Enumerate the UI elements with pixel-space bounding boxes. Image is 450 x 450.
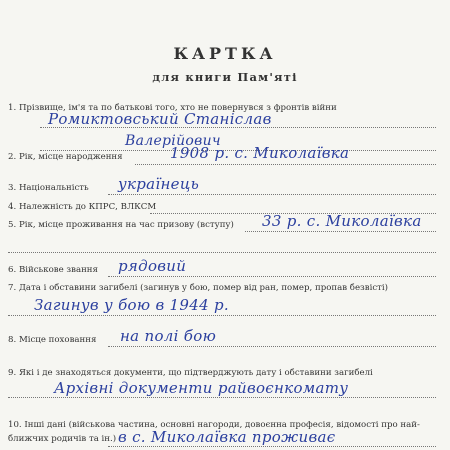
- field-1-underline: [40, 127, 436, 128]
- field-9-value: Архівні документи райвоєнкомату: [54, 379, 349, 397]
- field-5-label: 5. Рік, місце проживання на час призову (вступу): [8, 220, 234, 230]
- field-10-label-line2: ближчих родичів та ін.): [8, 434, 117, 444]
- field-8-underline: [108, 346, 436, 347]
- field-2-underline: [135, 164, 436, 165]
- card-subtitle: для книги Пам'яті: [152, 70, 298, 84]
- field-1-label: 1. Прізвище, ім'я та по батькові того, хто не повернувся з фронтів війни: [8, 103, 337, 113]
- field-3-underline: [108, 194, 436, 195]
- field-10-value: в с. Миколаївка проживає: [118, 428, 336, 446]
- field-9-label: 9. Які і де знаходяться документи, що підтверджують дату і обставини загибелі: [8, 368, 373, 378]
- field-8-value: на полі бою: [120, 327, 217, 345]
- field-1-value: Ромиктовський Станіслав: [48, 110, 272, 128]
- field-2-label: 2. Рік, місце народження: [8, 152, 123, 162]
- field-7-underline: [8, 315, 436, 316]
- field-6-underline: [108, 276, 436, 277]
- field-2-value: 1908 р. с. Миколаївка: [170, 144, 350, 162]
- field-3-label: 3. Національність: [8, 183, 89, 193]
- field-5-underline: [245, 231, 436, 232]
- field-9-underline: [8, 397, 436, 398]
- field-8-label: 8. Місце поховання: [8, 335, 97, 345]
- field-4-label: 4. Належність до КПРС, ВЛКСМ: [8, 202, 157, 212]
- field-3-value: українець: [118, 175, 200, 193]
- card-title: КАРТКА: [173, 44, 277, 63]
- field-1-value-line2: Валерійович: [125, 133, 221, 149]
- field-7-label: 7. Дата і обставини загибелі (загинув у бою, помер від ран, помер, пропав безвісті): [8, 283, 388, 293]
- field-7-value: Загинув у бою в 1944 р.: [34, 296, 229, 314]
- field-5-value: 33 р. с. Миколаївка: [262, 212, 422, 230]
- field-6-label: 6. Військове звання: [8, 265, 98, 275]
- field-6-value: рядовий: [118, 257, 187, 275]
- field-10-underline: [108, 446, 436, 447]
- field-5-underline-2: [8, 252, 436, 253]
- field-10-label: 10. Інші дані (військова частина, основні нагороди, довоєнна професія, відомості про най-: [8, 420, 420, 430]
